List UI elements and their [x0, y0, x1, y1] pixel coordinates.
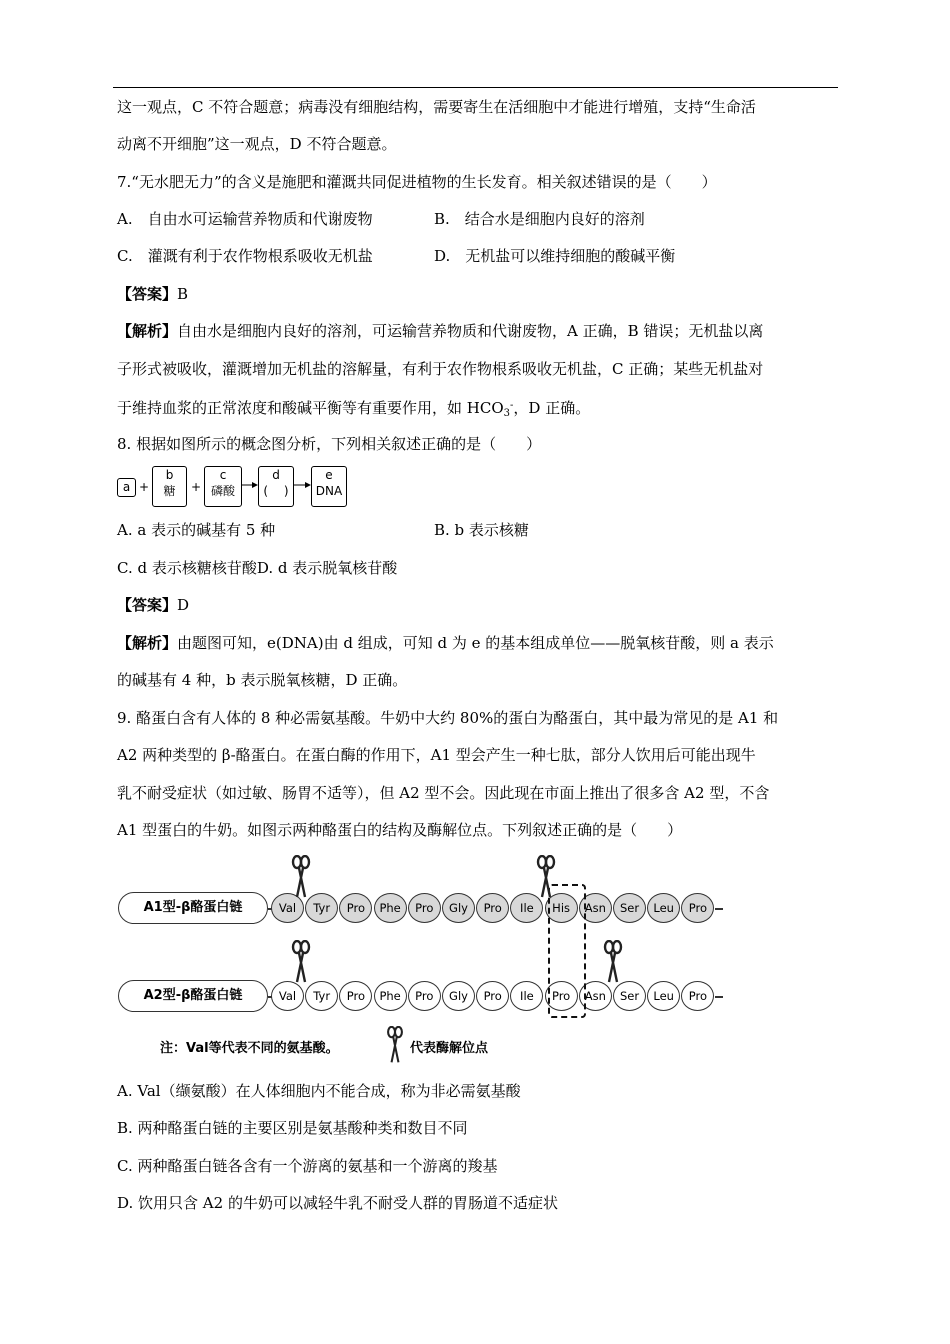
- analysis-label: 【解析】: [117, 322, 178, 340]
- scissors-icon: [603, 940, 623, 984]
- a1-chain-label: A1型-β酪蛋白链: [118, 892, 268, 924]
- a2-amino-acid: Pro: [476, 981, 509, 1011]
- a2-amino-acid: Phe: [374, 981, 407, 1011]
- a2-bond: [715, 996, 723, 998]
- q7-option-c: C. 灌溉有利于农作物根系吸收无机盐: [117, 247, 373, 265]
- q9-option-b: B. 两种酪蛋白链的主要区别是氨基酸种类和数目不同: [117, 1119, 468, 1137]
- node-c-text: 磷酸: [210, 484, 235, 498]
- text-line: 动离不开细胞”这一观点，D 不符合题意。: [117, 135, 397, 153]
- analysis-text: 于维持血浆的正常浓度和酸碱平衡等有重要作用，如 HCO: [117, 399, 504, 417]
- node-c: [204, 466, 242, 507]
- a2-amino-acid: Ile: [510, 981, 543, 1011]
- node-e: [311, 466, 347, 507]
- analysis-text: 由题图可知，e(DNA)由 d 组成，可知 d 为 e 的基本组成单位——脱氧核苷酸，则 a 表示: [177, 634, 774, 652]
- arrow-icon: [294, 480, 311, 490]
- q9-stem-4: A1 型蛋白的牛奶。如图示两种酪蛋白的结构及酶解位点。下列叙述正确的是（ ）: [117, 821, 683, 839]
- q7-option-d: D. 无机盐可以维持细胞的酸碱平衡: [434, 247, 676, 265]
- q9-option-d: D. 饮用只含 A2 的牛奶可以减轻牛乳不耐受人群的胃肠道不适症状: [117, 1194, 558, 1212]
- q8-stem: 8. 根据如图所示的概念图分析，下列相关叙述正确的是（ ）: [117, 435, 542, 453]
- q9-stem-3: 乳不耐受症状（如过敏、肠胃不适等），但 A2 型不会。因此现在市面上推出了很多含 A2 型，不含: [117, 784, 770, 802]
- subscript: 3: [503, 408, 511, 419]
- plus-sign: +: [139, 480, 150, 494]
- q8-analysis-1: [117, 633, 774, 653]
- node-d: [258, 466, 294, 507]
- analysis-text: 自由水是细胞内良好的溶剂，可运输营养物质和代谢废物，A 正确，B 错误；无机盐以离: [177, 322, 764, 340]
- q7-stem: 7.“无水肥无力”的含义是施肥和灌溉共同促进植物的生长发育。相关叙述错误的是（ ）: [117, 173, 717, 191]
- answer-value: B: [177, 285, 189, 303]
- q7-analysis-2: 子形式被吸收，灌溉增加无机盐的溶解量，有利于农作物根系吸收无机盐，C 正确；某些无机盐对: [117, 360, 764, 378]
- answer-label: 【答案】: [117, 285, 178, 303]
- node-d-text: ( ): [263, 484, 289, 498]
- node-b-letter: b: [165, 468, 174, 482]
- a2-amino-acid: Pro: [408, 981, 441, 1011]
- a2-amino-acid: Tyr: [305, 981, 338, 1011]
- scissors-icon: [385, 1026, 405, 1064]
- q8-option-cd: C. d 表示核糖核苷酸D. d 表示脱氧核苷酸: [117, 559, 398, 577]
- a1-bond: [715, 908, 723, 910]
- analysis-label: 【解析】: [117, 634, 178, 652]
- q8-analysis-2: 的碱基有 4 种，b 表示脱氧核糖，D 正确。: [117, 671, 408, 689]
- scissors-icon: [536, 855, 556, 899]
- arrow-icon: [242, 480, 258, 490]
- analysis-text: ，D 正确。: [513, 399, 591, 417]
- a2-amino-acid: Pro: [545, 981, 578, 1011]
- a1-amino-acid: Ile: [510, 893, 543, 923]
- a2-amino-acid: Val: [271, 981, 304, 1011]
- a2-amino-acid: Leu: [647, 981, 680, 1011]
- scissors-icon: [291, 940, 311, 984]
- a1-amino-acid: Pro: [339, 893, 372, 923]
- node-e-text: DNA: [315, 484, 343, 498]
- node-a: a: [117, 478, 136, 497]
- a1-amino-acid: Gly: [442, 893, 475, 923]
- scissors-icon: [291, 855, 311, 899]
- q8-answer: [117, 595, 189, 615]
- a1-amino-acid: Val: [271, 893, 304, 923]
- superscript: -: [510, 400, 514, 411]
- text-line: 这一观点，C 不符合题意；病毒没有细胞结构，需要寄生在活细胞中才能进行增殖，支持“生命活: [117, 98, 756, 116]
- a2-amino-acid: Pro: [681, 981, 714, 1011]
- answer-value: D: [177, 596, 190, 614]
- a1-amino-acid: Leu: [647, 893, 680, 923]
- node-b: [152, 466, 187, 507]
- node-c-letter: c: [219, 468, 227, 482]
- q7-option-a: A. 自由水可运输营养物质和代谢废物: [117, 210, 373, 228]
- a1-amino-acid: Asn: [579, 893, 612, 923]
- a1-amino-acid: Pro: [476, 893, 509, 923]
- a2-amino-acid: Pro: [339, 981, 372, 1011]
- q9-option-a: A. Val（缬氨酸）在人体细胞内不能合成，称为非必需氨基酸: [117, 1082, 521, 1100]
- a2-amino-acid: Gly: [442, 981, 475, 1011]
- difference-highlight-box: [548, 884, 586, 1018]
- header-rule: [113, 87, 838, 88]
- diagram-note: 注：Val等代表不同的氨基酸。: [160, 1041, 339, 1056]
- a2-amino-acid: Asn: [579, 981, 612, 1011]
- q8-option-a: A. a 表示的碱基有 5 种: [117, 521, 276, 539]
- q8-option-b: B. b 表示核糖: [434, 521, 529, 539]
- q9-stem-2: A2 两种类型的 β-酪蛋白。在蛋白酶的作用下，A1 型会产生一种七肽，部分人饮用后可能出现牛: [117, 746, 756, 764]
- diagram-note-legend: 代表酶解位点: [410, 1041, 489, 1056]
- a1-amino-acid: His: [545, 893, 578, 923]
- plus-sign: +: [191, 480, 202, 494]
- q7-analysis-1: [117, 321, 763, 341]
- a1-amino-acid: Pro: [408, 893, 441, 923]
- q7-option-b: B. 结合水是细胞内良好的溶剂: [434, 210, 645, 228]
- a2-chain-label: A2型-β酪蛋白链: [118, 980, 268, 1012]
- a1-amino-acid: Pro: [681, 893, 714, 923]
- a1-amino-acid: Ser: [613, 893, 646, 923]
- q7-answer: [117, 284, 188, 304]
- q7-analysis-3: [117, 396, 590, 424]
- node-b-text: 糖: [163, 484, 176, 498]
- a1-amino-acid: Tyr: [305, 893, 338, 923]
- answer-label: 【答案】: [117, 596, 178, 614]
- node-d-letter: d: [272, 468, 280, 482]
- a2-amino-acid: Ser: [613, 981, 646, 1011]
- q9-option-c: C. 两种酪蛋白链各含有一个游离的氨基和一个游离的羧基: [117, 1157, 498, 1175]
- a1-amino-acid: Phe: [374, 893, 407, 923]
- node-e-letter: e: [325, 468, 333, 482]
- q9-stem-1: 9. 酪蛋白含有人体的 8 种必需氨基酸。牛奶中大约 80%的蛋白为酪蛋白，其中最为常见的是 A1 和: [117, 709, 779, 727]
